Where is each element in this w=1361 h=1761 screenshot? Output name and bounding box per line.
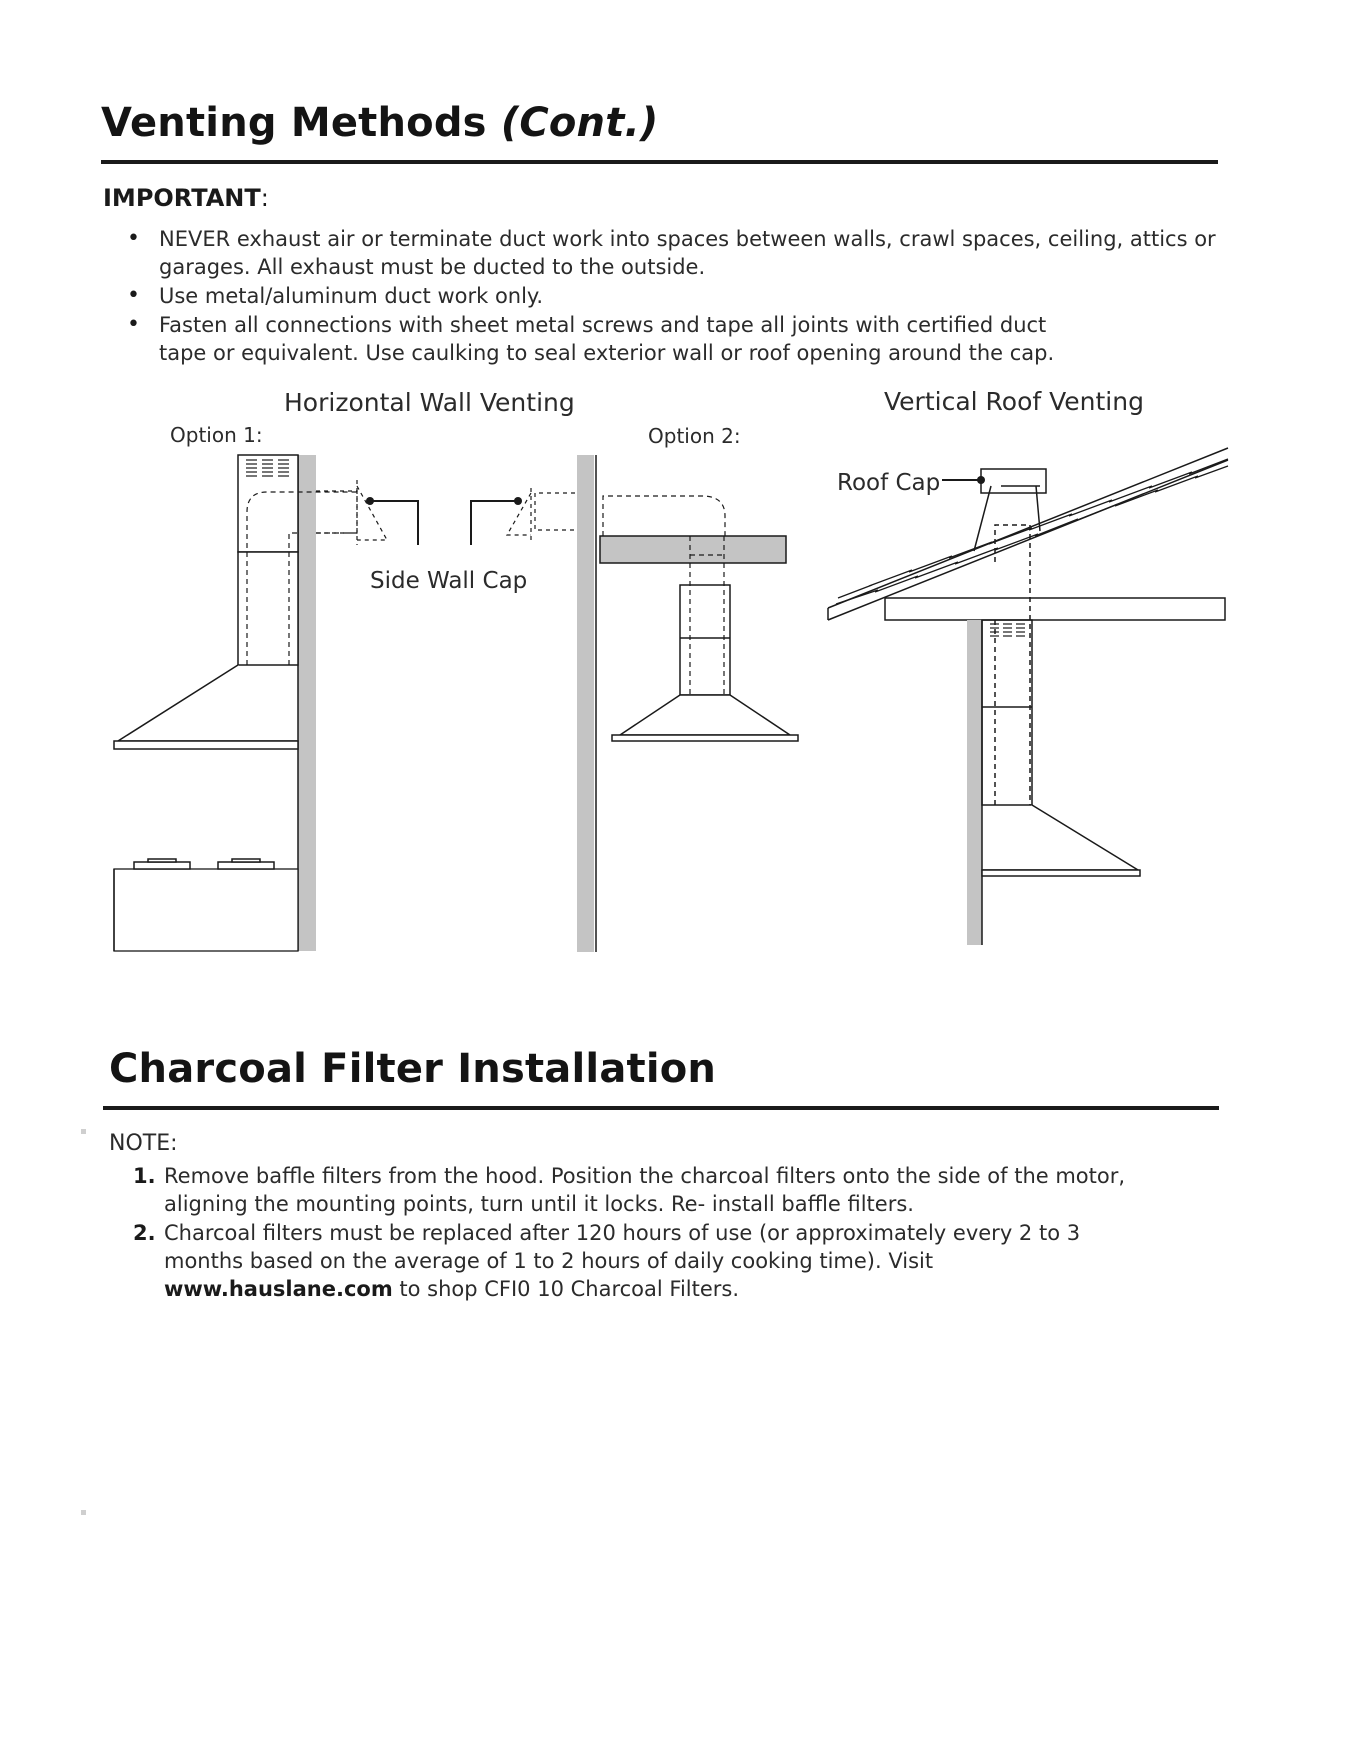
roof-cap-label: Roof Cap <box>837 470 941 496</box>
step-text-end: to shop CFI0 10 Charcoal Filters. <box>392 1277 740 1301</box>
option-1-label: Option 1: <box>170 423 263 447</box>
roof-drawing <box>828 448 1228 945</box>
important-item-text: Fasten all connections with sheet metal screws and tape all joints with certified duct tape or equivalent. Use caulking to seal exterior wall or roof opening around the cap. <box>159 313 1055 365</box>
step-number: 2. <box>133 1221 156 1245</box>
charcoal-title-rule <box>103 1106 1219 1110</box>
hood-2 <box>620 695 790 735</box>
wall-2 <box>577 455 594 952</box>
option-2-drawing <box>577 455 798 952</box>
important-colon: : <box>260 184 269 212</box>
option-2-label: Option 2: <box>648 424 741 448</box>
chimney-3 <box>982 620 1032 805</box>
ceiling-board <box>885 598 1225 620</box>
hood-3 <box>982 805 1138 870</box>
important-label: IMPORTANT <box>103 184 261 212</box>
important-item-text: Use metal/aluminum duct work only. <box>159 284 544 308</box>
venting-title-main: Venting Methods <box>101 100 487 146</box>
charcoal-title: Charcoal Filter Installation <box>109 1046 717 1092</box>
scan-speck <box>81 1510 86 1515</box>
range <box>114 869 298 951</box>
charcoal-steps <box>111 1162 1191 1304</box>
wall-1 <box>298 455 316 951</box>
step-number: 1. <box>133 1164 156 1188</box>
ceiling-2 <box>600 536 786 563</box>
venting-title-suffix: (Cont.) <box>500 100 659 146</box>
option-1-drawing <box>114 455 357 951</box>
important-item-text: NEVER exhaust air or terminate duct work into spaces between walls, crawl spaces, ceiling, attics or garages. All exhaust must be ducted to the outside. <box>159 227 1216 279</box>
hood-1 <box>118 665 298 741</box>
charcoal-step <box>111 1162 1191 1218</box>
step-text: Charcoal filters must be replaced after 120 hours of use (or approximately every 2 to 3 months based on the average of 1 to 2 hours of daily cooking time). Visit <box>164 1221 1081 1273</box>
duct-3 <box>995 525 1030 805</box>
step-text: Remove baffle filters from the hood. Position the charcoal filters onto the side of the motor, aligning the mounting points, turn until it locks. Re- install baffle filters. <box>164 1164 1126 1216</box>
horizontal-wall-venting-title: Horizontal Wall Venting <box>284 388 575 417</box>
chimney-2 <box>680 585 730 695</box>
hauslane-link[interactable]: www.hauslane.com <box>164 1277 393 1301</box>
duct-2 <box>603 496 725 695</box>
note-label: NOTE: <box>109 1131 178 1156</box>
side-wall-cap-left <box>316 480 387 545</box>
charcoal-step <box>111 1219 1191 1303</box>
side-wall-cap-right <box>507 488 575 541</box>
wall-3 <box>967 620 982 945</box>
vertical-roof-venting-title: Vertical Roof Venting <box>884 387 1144 416</box>
burners <box>134 859 274 869</box>
scan-speck <box>81 1129 86 1134</box>
side-wall-cap-label: Side Wall Cap <box>370 568 528 594</box>
